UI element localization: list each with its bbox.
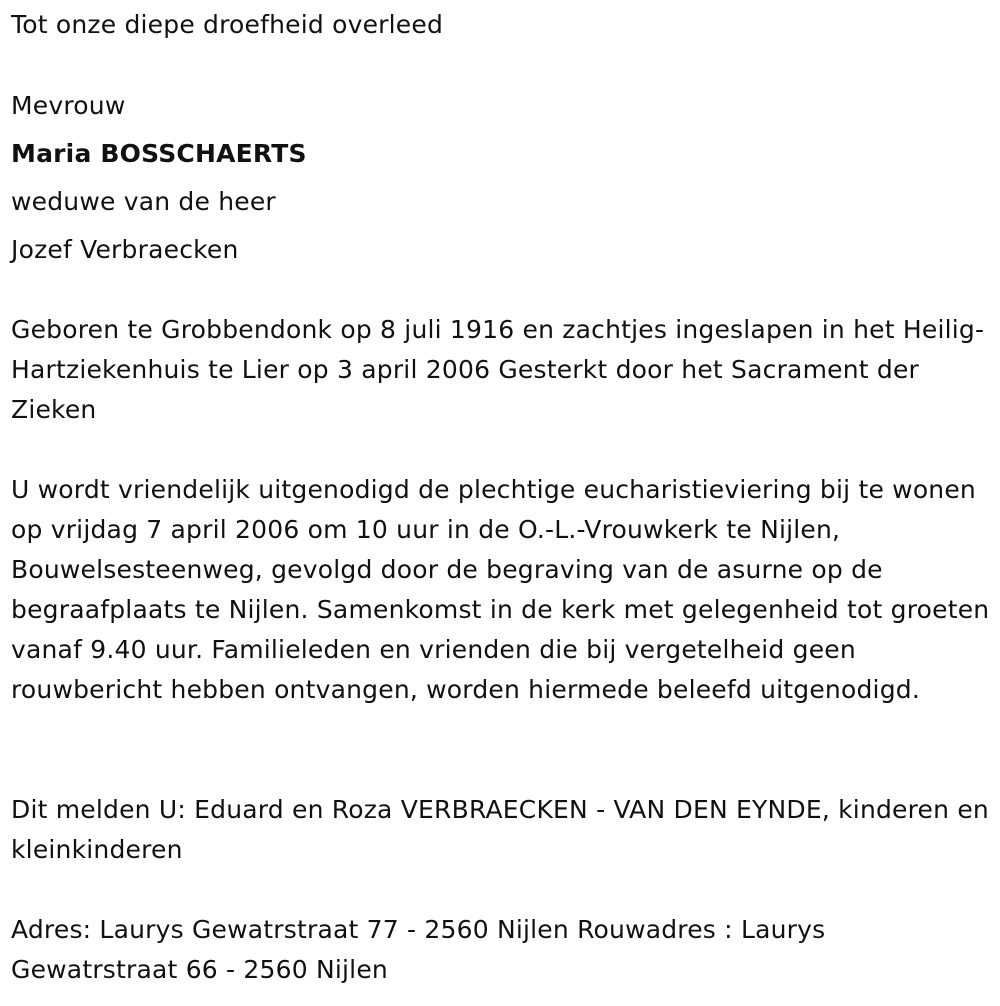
relation-line: weduwe van de heer [11,187,276,216]
address-paragraph: Adres: Laurys Gewatrstraat 77 - 2560 Nijlen Rouwadres : Laurys Gewatrstraat 66 - 2560 Nijlen [11,915,826,984]
salutation: Mevrouw [11,91,126,120]
announcers-paragraph: Dit melden U: Eduard en Roza VERBRAECKEN - VAN DEN EYNDE, kinderen en kleinkinderen [11,795,989,864]
spouse-name: Jozef Verbraecken [11,235,239,264]
deceased-name: Maria BOSSCHAERTS [11,139,307,168]
intro-line: Tot onze diepe droefheid overleed [11,10,444,39]
birth-death-paragraph: Geboren te Grobbendonk op 8 juli 1916 en zachtjes ingeslapen in het Heilig-Hartziekenhuis te Lier op 3 april 2006 Gesterkt door het Sacrament der Zieken [11,315,985,424]
funeral-paragraph: U wordt vriendelijk uitgenodigd de plechtige eucharistieviering bij te wonen op vrijdag 7 april 2006 om 10 uur in de O.-L.-Vrouwkerk te Nijlen, Bouwelsesteenweg, gevolgd door de begraving van de asurne op de begraafplaats te Nijlen. Samenkomst in de kerk met gelegenheid tot groeten vanaf 9.40 uur. Familieleden en vrienden die bij vergetelheid geen rouwbericht hebben ontvangen, worden hiermede beleefd uitgenodigd. [11,475,990,704]
